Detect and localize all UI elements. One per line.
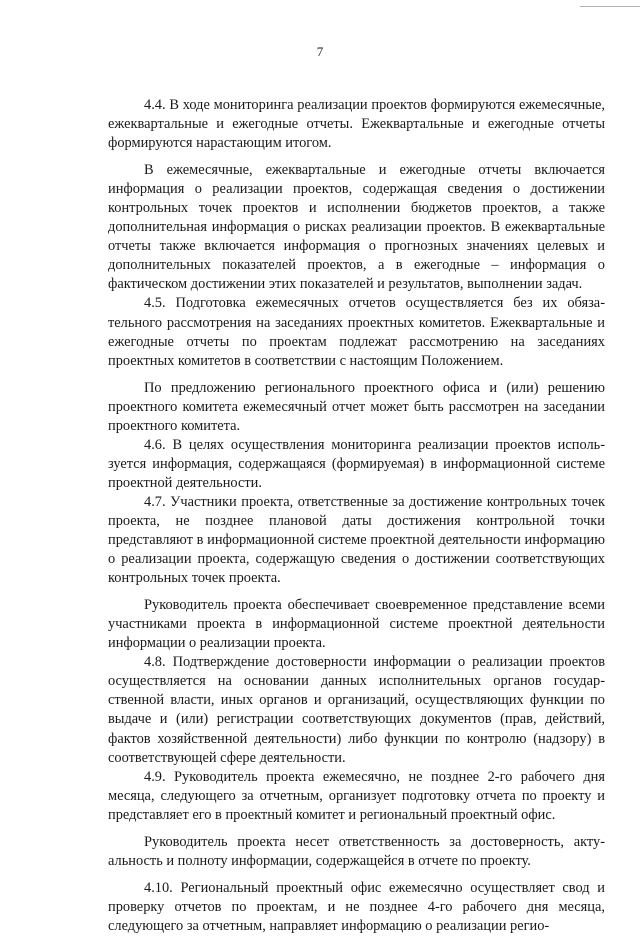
document-body <box>108 96 605 936</box>
paragraph-4-4: 4.4. В ходе мониторинга реализации проектов формируются ежемесячные, ежеквартальные и ежегодные отчеты. Ежеквартальные и ежегодные отчеты формируются нарастающим итогом. <box>108 97 605 152</box>
paragraph-4-5: 4.5. Подготовка ежемесячных отчетов осуществляется без их обязательного рассмотрения на заседаниях проектных комитетов. Ежеквартальные и ежегодные отчеты по проектам подлежат рассмотрению на заседаниях проектных комитетов в соответствии с настоящим Положением. <box>108 295 605 369</box>
paragraph-4-10: 4.10. Региональный проектный офис ежемесячно осуществляет свод и проверку отчетов по проектам, и не позднее 4-го рабочего дня месяца, следующего за отчетным, направляет информацию о реализации регио- <box>108 879 605 934</box>
page-number: 7 <box>316 44 324 59</box>
paragraph-4-6: 4.6. В целях осуществления мониторинга реализации проектов используется информация, содержащаяся (формируемая) в информационной системе проектной деятельности. <box>108 436 605 491</box>
paragraph-4-5-proposal: По предложению регионального проектного офиса и (или) решению проектного комитета ежемесячный отчет может быть рассмотрен на заседании проектного комитета. <box>108 379 605 434</box>
paragraph-4-9: 4.9. Руководитель проекта ежемесячно, не позднее 2-го рабочего дня месяца, следующего за отчетным, организует подготовку отчета по проекту и представляет его в проектный комитет и региональный проектный офис. <box>108 768 605 823</box>
paragraph-4-8: 4.8. Подтверждение достоверности информации о реализации проектов осуществляется на основании данных исполнительных органов государственной власти, иных органов и организаций, осуществляющих функции по выдаче и (или) регистрации соответствующих документов (прав, действий, фактов хозяйственной деятельности) либо функции по контролю (надзору) в соответствующей сфере деятельности. <box>108 654 605 766</box>
paragraph-4-4-contents: В ежемесячные, ежеквартальные и ежегодные отчеты включается информация о реализации проектов, содержащая сведения о достижении контрольных точек проектов и исполнении бюджетов проектов, а также дополнительная информация о рисках реализации проектов. В ежеквартальные отчеты также включается информация о прогнозных значениях целевых и дополнительных показателей проектов, а в ежегодные – информация о фактическом достижении этих показателей и результатов, выполнении задач. <box>108 162 605 293</box>
corner-scan-mark <box>580 0 640 7</box>
paragraph-4-7-manager: Руководитель проекта обеспечивает своевременное представление всеми участниками проекта в информационной системе проектной деятельности информации о реализации проекта. <box>108 597 605 652</box>
paragraph-4-9-responsibility: Руководитель проекта несет ответственность за достоверность, актуальность и полноту информации, содержащейся в отчете по проекту. <box>108 833 605 869</box>
paragraph-4-7: 4.7. Участники проекта, ответственные за достижение контрольных точек проекта, не позднее плановой даты достижения контрольной точки представляют в информационной системе проектной деятельности информацию о реализации проекта, содержащую сведения о достижении соответствующих контрольных точек проекта. <box>108 493 605 587</box>
